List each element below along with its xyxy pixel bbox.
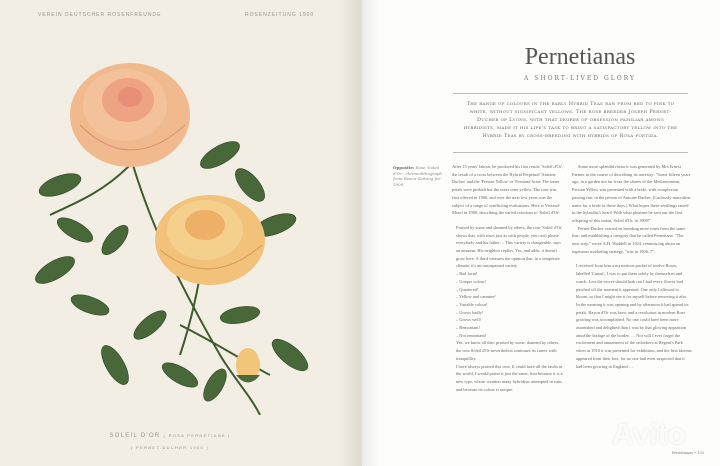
plate-breeder: ( PERNET-DUCHER 1900 )	[131, 445, 209, 450]
watermark: Avito	[612, 418, 686, 451]
quote-text: Praised by some and damned by others, the rose 'Soleil d'Or' shows that, with roses just as with people, you can't please everybody and his father: – This variety is changeable, says an amateur. His neighbor replies: Yes, and adds: it doesn't grow here. A third ventures the opinion that, in a temperate climate, it's an unsurpassed variety.	[456, 224, 563, 269]
divider-bottom	[453, 152, 688, 153]
text-column-1	[452, 163, 564, 393]
quote-list-item: – Grows badly!	[456, 309, 484, 315]
quote-list-item: – Bad form!	[456, 271, 478, 277]
paragraph: After 15 years' labour, he produced his first result: 'Soleil d'Or', the result of a cross between the Hybrid Perpetual 'Antoine Ducher' and the 'Persian Yellow' or 'Persiana' briar. The inner petals were pinkish but the outer ones yellow. The rose was first offered in 1900, and over the next few years was the subject of a range of conflicting evaluations. Here is Viviand-Morel in 1900, describing the varied reactions to 'Soleil d'Or':	[452, 164, 564, 216]
quote-list-item: – Not remontant!	[456, 332, 487, 338]
caption-label: Opposite:	[393, 165, 415, 170]
yellow-rose	[155, 195, 265, 285]
plate-title: SOLEIL D'OR	[109, 433, 161, 439]
intro-paragraph: The range of colours in the early Hybrid Teas ran from red to pink to white, without significant yellows. The rose breeder Joseph Pernet-Ducher of Lyons, with that degree of obsession familiar among hybridists, made it his life's task to bring a satisfactory yellow into the Hybrid Teas by cross-breeding with hybrids of Rosa foetida.	[463, 101, 678, 139]
block-quote: I received from him a mysterious packet of twelve Roses, labelled 'Canari'; I was to put them safely by themselves and watch. Lest the secret should leak out I had every flower bud pinched off the moment it appeared. One only I allowed to bloom, so that I might see it for myself before removing it also. In the morning it was opening and by afternoon it had spread its petals. Rayon d'Or was born, and a revolution in modern Rose growing was accomplished. No one could have been more astonished and delighted than I was by that glowing apparition amid the leafage of the border. … Nor will I ever forget the excitement and amazement of the onlookers at Regent's Park when in 1910 it was presented for exhibition, and the first blooms appeared from their box, for no one had even suspected that it had been growing in England …	[576, 263, 692, 369]
page-subtitle: A SHORT-LIVED GLORY	[524, 75, 636, 82]
block-quote	[452, 224, 564, 393]
quote-list-item: – Grows well!	[456, 317, 482, 323]
rose-illustration	[20, 25, 330, 415]
plate-subtitle: ( ROSA PERNETIANA )	[163, 433, 231, 438]
book-spine-shadow	[340, 0, 380, 466]
quote-list-item: – Quartered!	[456, 286, 479, 292]
rose-bud	[236, 348, 260, 383]
plate-header-left: VEREIN DEUTSCHER ROSENFREUNDE	[38, 12, 162, 18]
paragraph: Pernet-Ducher carried on breeding more roses from the same line, and establishing a category that he called Pernetiana. "The next step," wrote A.H. Waddell in 1924, reminiscing about an ingenious marketing strategy, "was in 1906–7":	[572, 225, 686, 254]
divider-top	[453, 93, 688, 94]
quote-text: I have always praised this rose. It could have all the faults in the world, I would praise it just the same, first because it is a new type, whose creation many hybridists attempted in vain, and because its colour is unique.	[456, 363, 563, 392]
text-column-2	[572, 163, 692, 370]
large-pink-rose	[70, 63, 190, 167]
caption-text: Rose 'Soleil d'Or', chromolithograph from Rosen-Zeitung for 1900.	[393, 165, 442, 187]
quote-list-item: – Variable colour!	[456, 301, 488, 307]
page-folio: Pernetianas • 153	[672, 451, 704, 455]
quote-list-item: – Remontant!	[456, 325, 481, 331]
quote-text: Yes, we know all that: praised by some, damned by others, the rose Soleil d'Or nevertheless continues its career with tranquillity.	[456, 340, 560, 361]
quote-list-item: – Unique colour!	[456, 278, 486, 284]
plate-title-line	[0, 433, 340, 439]
figure-caption	[393, 165, 443, 187]
paragraph: Some more splendid rhetoric was generated by Mrs Ernest Farmer in the course of describing its ancestry: "Some fifteen years ago, in a garden not far from the shores of the Mediterranean, Persian Yellow was presented with a bride, with complexion passing fair, in the person of Antoine Ducher. [Curiously masculine name for a bride in those days.] What hopes these seedlings raised in the hybridist's heart! With what pleasure he sent out the first offspring of this union, Soleil d'Or, in 1900!"	[572, 164, 691, 223]
page-title: Pernetianas	[524, 44, 636, 70]
plate-header-right: ROSENZEITUNG 1900	[245, 12, 315, 18]
quote-list-item: – Yellow and carmine!	[456, 294, 496, 300]
